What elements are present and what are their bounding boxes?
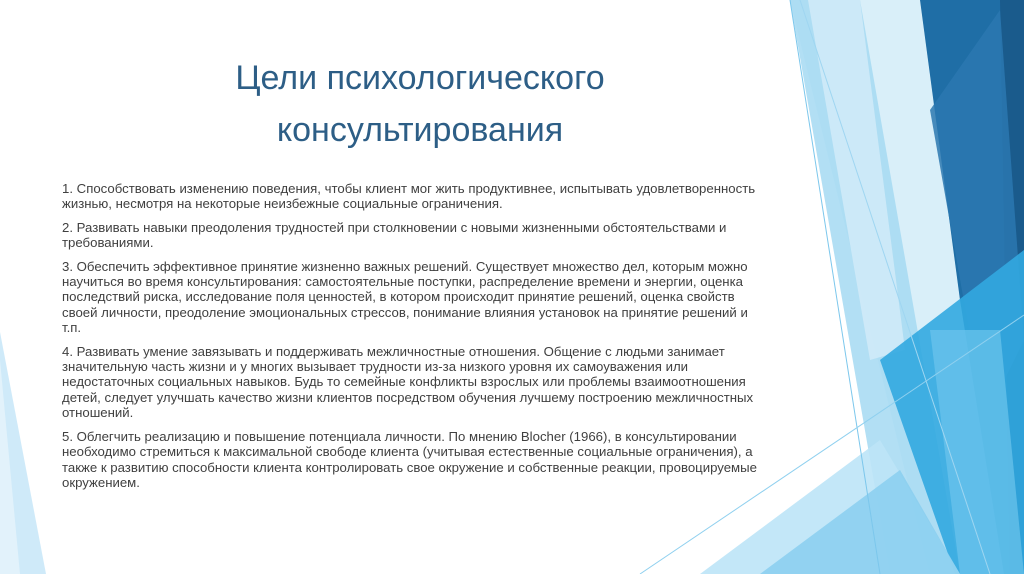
list-item xyxy=(62,259,762,336)
item-text: Облегчить реализацию и повышение потенциала личности. По мнению Blocher (1966), в консультировании необходимо стремиться к максимальной свободе клиента (учитывая естественные социальные ограничения), а также к развитию способности клиента контролировать свое окружение и собственные реакции, провоцируемые окружением. xyxy=(62,428,757,490)
list-item xyxy=(62,181,762,212)
item-number: 4. xyxy=(62,343,73,359)
item-text: Развивать навыки преодоления трудностей при столкновении с новыми жизненными обстоятельствами и требованиями. xyxy=(62,219,727,251)
item-text: Обеспечить эффективное принятие жизненно важных решений. Существует множество дел, которым можно научиться во время консультирования: самостоятельные поступки, распределение времени и энергии, оценка последствий риска, исследование поля ценностей, в котором происходит принятие решений, оценка свойств своей личности, преодоление эмоциональных стрессов, понимание влияния установок на принятие решений и т.п. xyxy=(62,258,748,336)
item-text: Развивать умение завязывать и поддерживать межличностные отношения. Общение с людьми занимает значительную часть жизни и у многих вызывает трудности из-за низкого уровня их самоуважения или недостаточных социальных навыков. Будь то семейные конфликты взрослых или проблемы взаимоотношения детей, следует улучшать качество жизни клиентов посредством обучения лучшему построению межличностных отношений. xyxy=(62,343,754,421)
list-item xyxy=(62,344,762,421)
item-number: 2. xyxy=(62,219,73,235)
slide-title-line-1: Цели психологического xyxy=(235,59,605,97)
slide-body xyxy=(62,181,762,498)
slide-title-line-2: консультирования xyxy=(276,111,564,149)
item-number: 3. xyxy=(62,258,73,274)
list-item xyxy=(62,429,762,491)
item-text: Способствовать изменению поведения, чтобы клиент мог жить продуктивнее, испытывать удовлетворенность жизнью, несмотря на некоторые неизбежные социальные ограничения. xyxy=(62,181,756,212)
item-number: 5. xyxy=(62,428,73,444)
slide-title xyxy=(130,52,710,156)
item-number: 1. xyxy=(62,181,73,196)
list-item xyxy=(62,220,762,251)
